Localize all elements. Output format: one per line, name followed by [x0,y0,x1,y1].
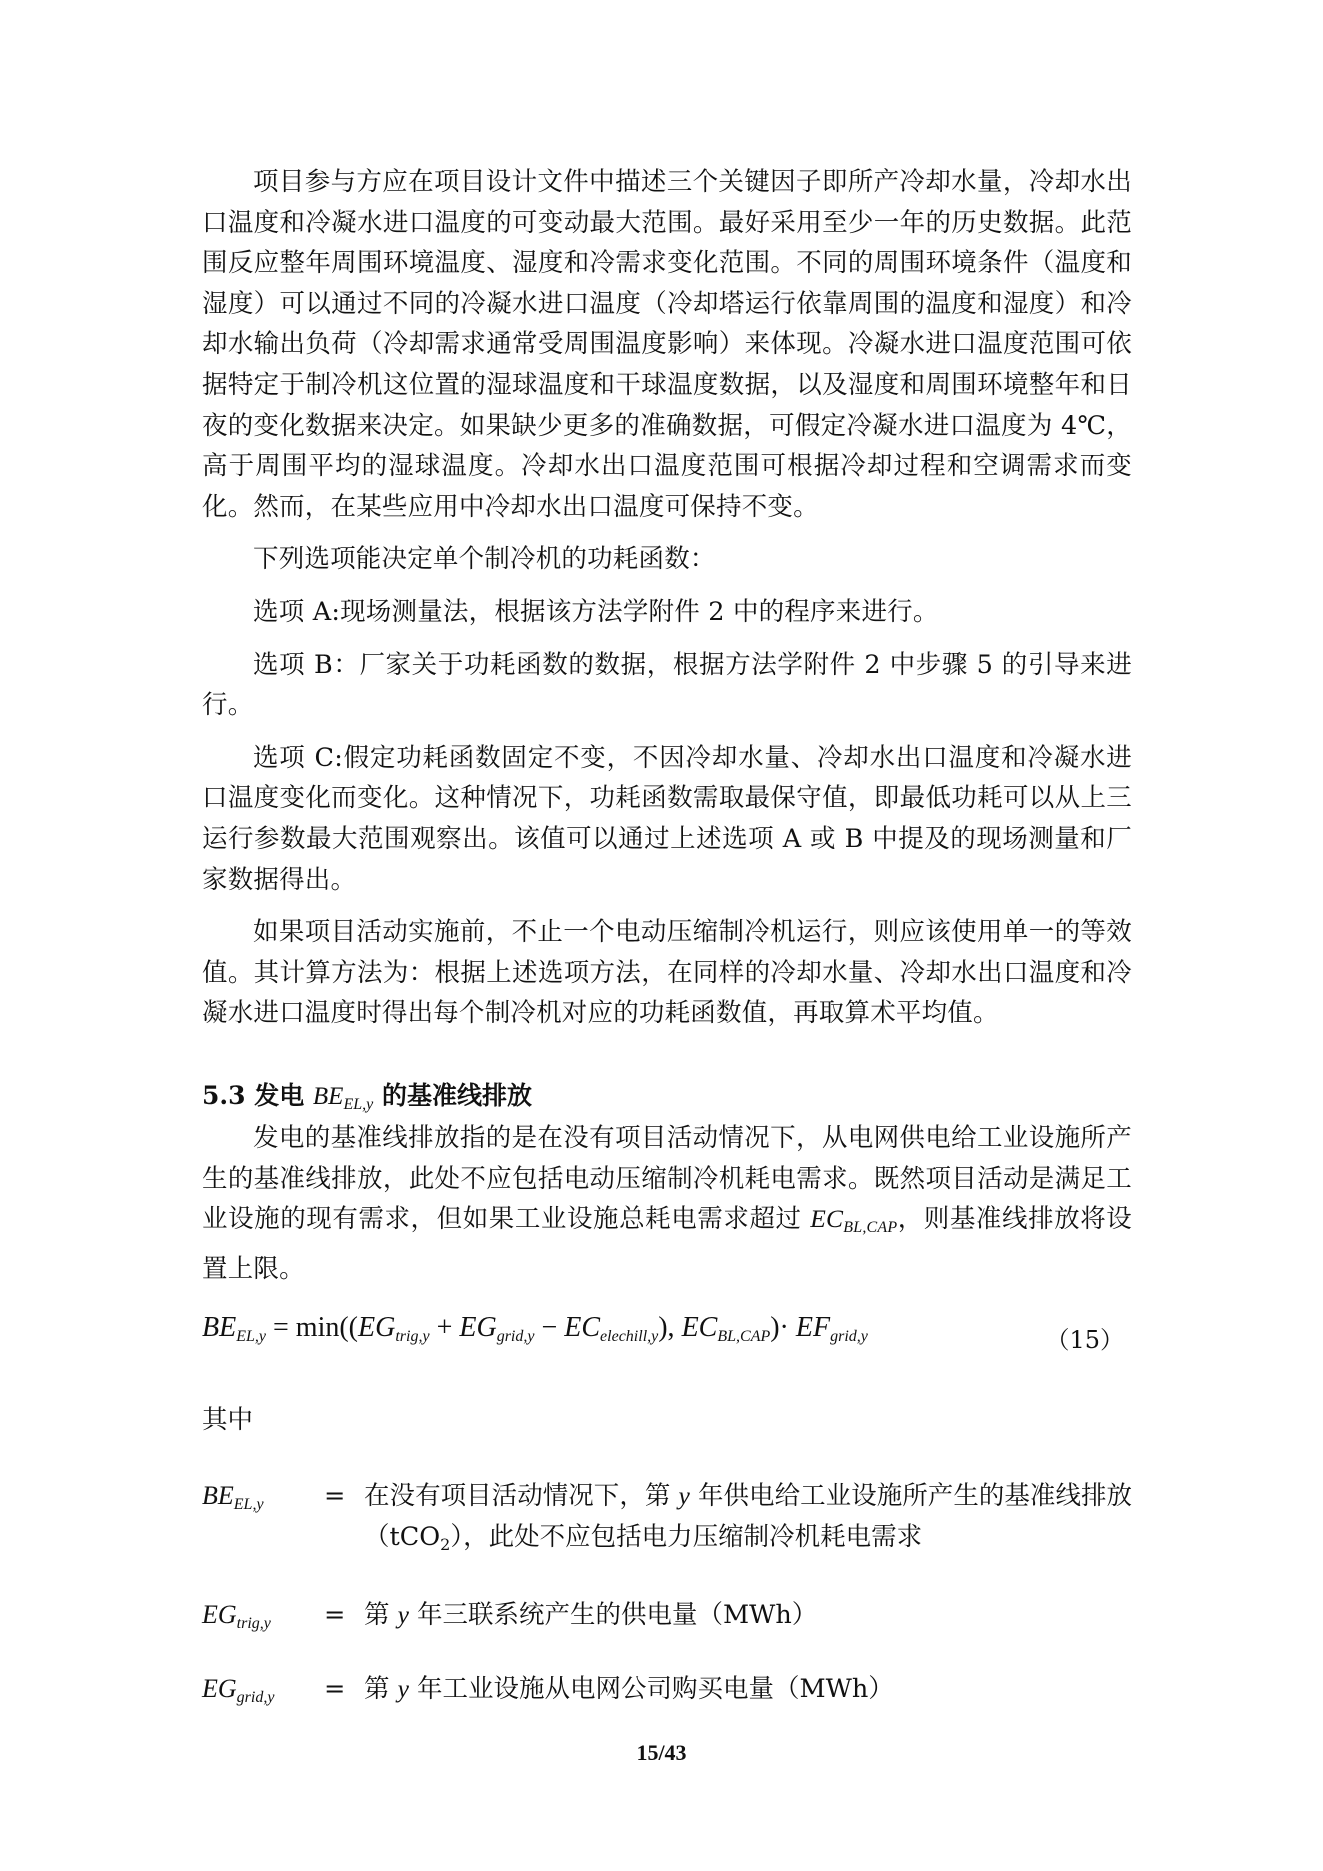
paragraph-option-a: 选项 A:现场测量法，根据该方法学附件 2 中的程序来进行。 [253,596,939,627]
paragraph-multiple-chillers: 如果项目活动实施前，不止一个电动压缩制冷机运行，则应该使用单一的等效值。其计算方法为：根据上述选项方法，在同样的冷却水量、冷却水出口温度和冷凝水进口温度时得出每个制冷机对应的功耗函数值，再取算术平均值。 [202,917,1132,1029]
paragraph-block-2 [202,1118,1132,1289]
definition-term: $EG_{trig,y}$ [202,1600,271,1632]
definition-description: 第 y 年三联系统产生的供电量（MWh） [364,1600,818,1630]
paragraph-block [202,162,1132,1034]
definition-description: 在没有项目活动情况下，第 y 年供电给工业设施所产生的基准线排放（tCO$_2$），此处不应包括电力压缩制冷机耗电需求 [364,1481,1133,1554]
section-heading [202,1076,532,1114]
definition-term: $EG_{grid,y}$ [202,1674,275,1706]
heading-prefix: 5.3 发电 [202,1081,313,1110]
paragraph-options-intro: 下列选项能决定单个制冷机的功耗函数： [253,544,716,575]
heading-suffix: 的基准线排放 [373,1081,532,1110]
paragraph-baseline-emissions: 发电的基准线排放指的是在没有项目活动情况下，从电网供电给工业设施所产生的基准线排放，此处不应包括电动压缩制冷机耗电需求。既然项目活动是满足工业设施的现有需求，但如果工业设施总耗电需求超过 $EC_{BL,CAP}$，则基准线排放将设置上限。 [202,1123,1132,1284]
definition-term: $BE_{EL,y}$ [202,1481,264,1513]
equation-number: （15） [1045,1326,1124,1354]
page-number: 15/43 [636,1740,687,1765]
heading-symbol: $BE_{EL,y}$ [312,1083,374,1113]
paragraph-option-c: 选项 C:假定功耗函数固定不变，不因冷却水量、冷却水出口温度和冷凝水进口温度变化而变化。这种情况下，功耗函数需取最保守值，即最低功耗可以从上三运行参数最大范围观察出。该值可以通过上述选项 A 或 B 中提及的现场测量和厂家数据得出。 [202,742,1132,895]
definition-equals: = [324,1674,346,1704]
equation-15 [202,1312,1132,1362]
paragraph-option-b: 选项 B：厂家关于功耗函数的数据，根据方法学附件 2 中步骤 5 的引导来进行。 [202,649,1132,721]
equation-expression: $BE_{EL,y} = \min((EG_{trig,y} + EG_{grid,y} - EC_{elechill,y})$, $EC_{BL,CAP})\cdot EF_{grid,y}$ [202,1312,868,1345]
definition-equals: = [324,1481,346,1511]
definition-equals: = [324,1600,346,1630]
where-label: 其中 [202,1405,254,1435]
definition-description: 第 y 年工业设施从电网公司购买电量（MWh） [364,1674,894,1704]
paragraph-key-factors: 项目参与方应在项目设计文件中描述三个关键因子即所产冷却水量，冷却水出口温度和冷凝水进口温度的可变动最大范围。最好采用至少一年的历史数据。此范围反应整年周围环境温度、湿度和冷需求变化范围。不同的周围环境条件（温度和湿度）可以通过不同的冷凝水进口温度（冷却塔运行依靠周围的温度和湿度）和冷却水输出负荷（冷却需求通常受周围温度影响）来体现。冷凝水进口温度范围可依据特定于制冷机这位置的湿球温度和干球温度数据，以及湿度和周围环境整年和日夜的变化数据来决定。如果缺少更多的准确数据，可假定冷凝水进口温度为 4℃，高于周围平均的湿球温度。冷却水出口温度范围可根据冷却过程和空调需求而变化。然而，在某些应用中冷却水出口温度可保持不变。 [202,167,1132,522]
